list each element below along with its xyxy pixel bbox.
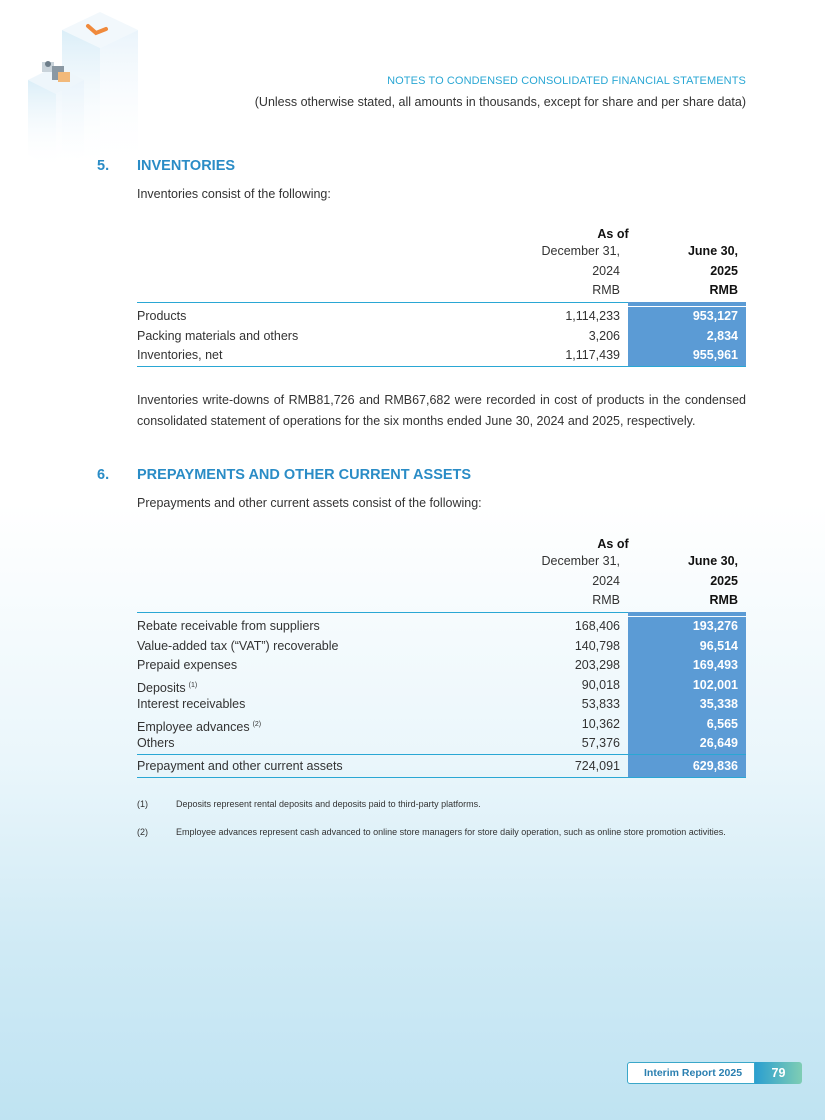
column-header-current: June 30, 2025 RMB (687, 554, 738, 607)
footnote-marker: (2) (252, 720, 262, 728)
table-row: Prepaid expenses 203,298 169,493 (137, 656, 746, 676)
inventories-paragraph: Inventories write-downs of RMB81,726 and RMB67,682 were recorded in cost of products in the condensed consolidated statement of operations for the six months ended June 30, 2024 and 2025, respectively. (137, 393, 746, 428)
column-header-prior: December 31, 2024 RMB (541, 244, 620, 297)
prepayments-table (137, 538, 746, 778)
table-row-total: Prepayment and other current assets 724,091 629,836 (137, 754, 746, 778)
section-number: 6. (97, 467, 110, 483)
section-intro: Prepayments and other current assets consist of the following: (137, 496, 482, 510)
amounts-note: (Unless otherwise stated, all amounts in thousands, except for share and per share data) (254, 95, 746, 109)
table-row: Deposits $^{(1)}$ 90,018 102,001 (137, 676, 746, 696)
table-row: Employee advances $^{(2)}$ 10,362 6,565 (137, 715, 746, 735)
inventories-table (137, 228, 746, 367)
table-row: Value-added tax (“VAT”) recoverable 140,798 96,514 (137, 637, 746, 657)
corner-decoration-illustration (0, 0, 160, 170)
section-number: 5. (97, 158, 110, 174)
table-row: Products 1,114,233 953,127 (137, 307, 746, 327)
running-header: NOTES TO CONDENSED CONSOLIDATED FINANCIAL STATEMENTS (387, 75, 746, 87)
column-header-prior: December 31, 2024 RMB (541, 554, 620, 607)
section-intro: Inventories consist of the following: (137, 187, 331, 201)
as-of-heading: As of (597, 537, 629, 551)
section-title-inventories: INVENTORIES (137, 158, 236, 174)
table-row: Others 57,376 26,649 (137, 734, 746, 754)
table-row: Packing materials and others 3,206 2,834 (137, 327, 746, 347)
section-title-prepayments: PREPAYMENTS AND OTHER CURRENT ASSETS (137, 467, 472, 483)
page-footer (627, 1062, 802, 1086)
footnote: (2) Employee advances represent cash advanced to online store managers for store daily operation, such as online store promotion activities. (137, 827, 726, 837)
footnote-marker: (1) (188, 681, 198, 689)
page-number: 79 (755, 1062, 802, 1084)
report-label: Interim Report 2025 (644, 1067, 743, 1079)
table-row: Interest receivables 53,833 35,338 (137, 695, 746, 715)
column-header-current: June 30, 2025 RMB (687, 244, 738, 297)
footnote: (1) Deposits represent rental deposits and deposits paid to third-party platforms. (137, 799, 481, 809)
as-of-heading: As of (597, 227, 629, 241)
table-row-total: Inventories, net 1,117,439 955,961 (137, 346, 746, 367)
table-row: Rebate receivable from suppliers 168,406 193,276 (137, 617, 746, 637)
